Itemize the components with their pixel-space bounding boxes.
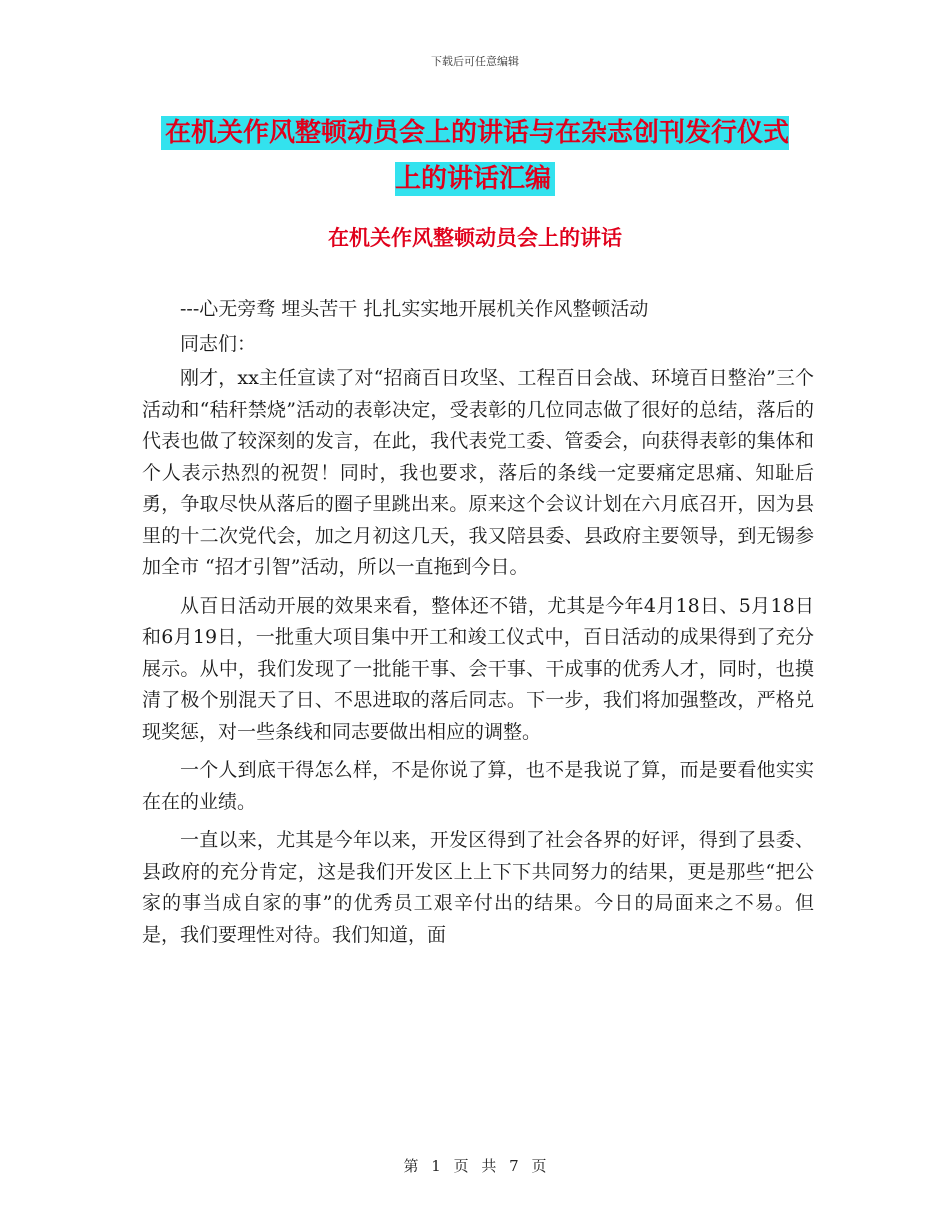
header-note: 下载后可任意编辑 (431, 55, 519, 68)
page-footer: 第 1 页 共 7 页 (403, 1157, 547, 1175)
section-title: 在机关作风整顿动员会上的讲话 (328, 226, 622, 250)
salutation: 同志们： (180, 332, 257, 355)
body-paragraph: 从百日活动开展的效果来看，整体还不错，尤其是今年4月18日、5月18日和6月19日，一批重大项目集中开工和竣工仪式中，百日活动的成果得到了充分展示。从中，我们发现了一批能干事、会干事、干成事的优秀人才，同时，也摸清了极个别混天了日、不思进取的落后同志。下一步，我们将加强整改，严格兑现奖惩，对一些条线和同志要做出相应的调整。 (142, 594, 814, 743)
document-title-text: 在机关作风整顿动员会上的讲话与在杂志创刊发行仪式上的讲话汇编 (161, 116, 789, 196)
body-paragraph: 一个人到底干得怎么样，不是你说了算，也不是我说了算，而是要看他实实在在的业绩。 (142, 759, 814, 813)
document-body (142, 294, 814, 958)
body-paragraph: 刚才，xx主任宣读了对“招商百日攻坚、工程百日会战、环境百日整治”三个活动和“秸秆禁烧”活动的表彰决定，受表彰的几位同志做了很好的总结，落后的代表也做了较深刻的发言，在此，我代表党工委、管委会，向获得表彰的集体和个人表示热烈的祝贺！同时，我也要求，落后的条线一定要痛定思痛、知耻后勇，争取尽快从落后的圈子里跳出来。原来这个会议计划在六月底召开，因为县里的十二次党代会，加之月初这几天，我又陪县委、县政府主要领导，到无锡参加全市 “招才引智”活动，所以一直拖到今日。 (142, 367, 814, 578)
document-title (150, 110, 800, 202)
speech-subtitle: ---心无旁骛 埋头苦干 扎扎实实地开展机关作风整顿活动 (180, 298, 649, 320)
body-paragraph: 一直以来，尤其是今年以来，开发区得到了社会各界的好评，得到了县委、县政府的充分肯定，这是我们开发区上上下下共同努力的结果，更是那些“把公家的事当成自家的事”的优秀员工艰辛付出的结果。今日的局面来之不易。但是，我们要理性对待。我们知道，面 (142, 829, 814, 946)
